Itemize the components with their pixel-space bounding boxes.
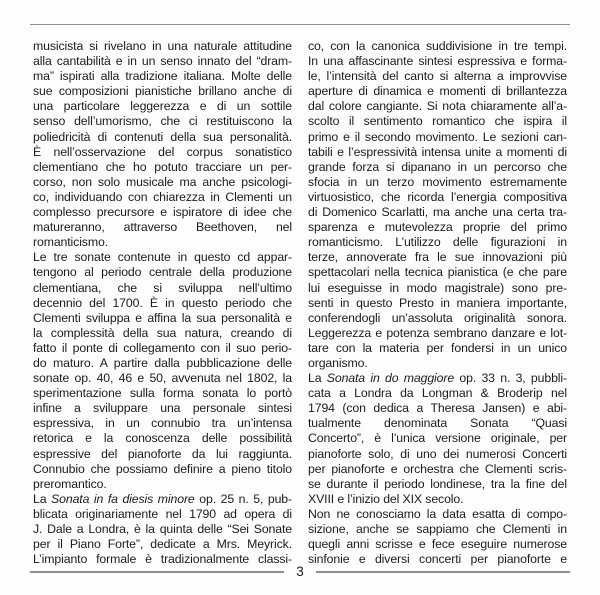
text-segment: blicata originariamente nel 1790 ad opera di: [33, 506, 292, 521]
text-segment: sizione, anche se sappiamo che Clementi in: [308, 522, 567, 536]
text-segment: senso dell’umorismo, che ci restituiscono la: [33, 114, 292, 129]
text-segment: conferendogli un’assoluta originalità sonora.: [308, 310, 567, 325]
text-segment: Connubio che possiamo definire a pieno titolo: [33, 461, 292, 476]
text-line: [308, 522, 567, 537]
text-line: [308, 431, 567, 446]
text-line: [308, 507, 567, 522]
text-segment: le, l’intensità del canto si alterna a improvvise: [308, 69, 567, 84]
text-segment: Clementi sviluppa e affina la sua personalità e: [33, 310, 292, 325]
text-line: [33, 371, 292, 386]
text-segment: organismo.: [308, 355, 368, 370]
text-segment: dal colore cangiante. Si nota chiaramente all’a-: [308, 99, 567, 114]
text-line: [308, 341, 567, 356]
text-line: [33, 99, 292, 114]
work-title-italic: Sonata in fa diesis minore: [51, 491, 195, 506]
text-line: [33, 175, 292, 190]
text-segment: corso, non solo musicale ma anche psicologi-: [33, 174, 292, 189]
text-segment: pianoforte solo, di uno dei numerosi Concerti: [308, 446, 567, 461]
text-segment: Le tre sonate contenute in questo cd appar-: [33, 250, 292, 265]
top-rule: [30, 24, 570, 25]
text-line: [33, 265, 292, 280]
text-line: [33, 386, 292, 401]
text-line: [33, 160, 292, 175]
text-line: [33, 341, 292, 356]
text-line: [33, 477, 292, 492]
article-text: [33, 39, 567, 567]
text-line: [33, 447, 292, 462]
text-segment: clementiana, che si sviluppa nell’ultimo: [33, 280, 292, 295]
text-segment: la complessità della sua natura, creando di: [33, 325, 292, 340]
text-segment: spettacolari nella tecnica pianistica (e che pare: [308, 265, 567, 280]
text-segment: poliedricità di contenuti della sua personalità.: [33, 129, 292, 144]
text-segment: La: [33, 491, 52, 506]
text-line: [33, 130, 292, 145]
text-line: [33, 416, 292, 431]
text-line: [33, 296, 292, 311]
text-segment: L’impianto formale è tradizionalmente classi-: [33, 552, 292, 567]
text-line: [308, 250, 567, 265]
text-segment: Leggerezza e potenza sembrano danzare e lot-: [308, 325, 567, 340]
footer-rule-left: [30, 571, 284, 572]
text-line: [308, 220, 567, 235]
text-line: [308, 190, 567, 205]
text-line: [308, 416, 567, 431]
text-line: [308, 130, 567, 145]
text-line: [33, 356, 292, 371]
text-segment: co, con la canonica suddivisione in tre tempi.: [308, 39, 567, 53]
text-line: [33, 145, 292, 160]
text-line: [308, 296, 567, 311]
text-line: [33, 522, 292, 537]
text-line: [308, 477, 567, 492]
text-segment: J. Dale a Londra, è la quinta delle “Sei Sonate: [33, 522, 292, 536]
text-segment: clementiano che ho potuto tracciare un per-: [33, 159, 292, 174]
text-line: [33, 114, 292, 129]
text-line: [33, 507, 292, 522]
text-line: [33, 69, 292, 84]
text-line: [308, 205, 567, 220]
text-line: [308, 99, 567, 114]
text-line: [33, 54, 292, 69]
text-line: [33, 537, 292, 552]
text-segment: di Domenico Scarlatti, ma anche una certa tra-: [308, 205, 567, 220]
text-segment: virtuosistico, che ricorda l’energia compositiva: [308, 189, 567, 204]
text-line: [308, 114, 567, 129]
text-line: [308, 39, 567, 54]
text-segment: sinfonie e diversi concerti per pianoforte e: [308, 552, 567, 567]
text-segment: senti in questo Presto in maniera importante,: [308, 295, 567, 310]
text-segment: È nell’osservazione del corpus sonatistico: [33, 144, 292, 159]
text-line: [308, 84, 567, 99]
text-column-left: [33, 39, 292, 567]
footer-rule-right: [316, 571, 570, 572]
text-line: [308, 401, 567, 416]
text-segment: se durante il periodo londinese, tra la fine del: [308, 476, 567, 491]
text-segment: sfocia in un terzo movimento estremamente: [308, 174, 567, 189]
text-segment: retorica e la conoscenza delle possibilità: [33, 431, 292, 446]
text-segment: op. 25 n. 5, pub-: [194, 491, 293, 506]
text-segment: per pianoforte e orchestra che Clementi scris-: [308, 461, 567, 476]
page-footer: [30, 564, 570, 580]
text-segment: cata a Londra da Longman & Broderip nel: [308, 386, 567, 401]
text-line: [33, 39, 292, 54]
text-line: [308, 462, 567, 477]
text-line: [33, 492, 292, 507]
text-segment: espressiva, in un connubio tra un’intensa: [33, 416, 292, 431]
text-line: [308, 265, 567, 280]
text-segment: Non ne conosciamo la data esatta di compo-: [308, 506, 567, 521]
text-segment: tengono al periodo centrale della produzione: [33, 265, 292, 280]
text-line: [308, 160, 567, 175]
text-segment: sperimentazione sulla forma sonata lo portò: [33, 386, 292, 401]
text-line: [308, 447, 567, 462]
text-line: [308, 386, 567, 401]
text-segment: tare con la materia per fondersi in un unico: [308, 340, 567, 355]
text-segment: 1794 (con dedica a Theresa Jansen) e abi-: [308, 401, 567, 416]
text-line: [308, 281, 567, 296]
text-line: [308, 537, 567, 552]
text-line: [33, 401, 292, 416]
text-line: [33, 326, 292, 341]
text-line: [33, 205, 292, 220]
text-line: [308, 371, 567, 386]
text-segment: ma” ispirati alla tradizione italiana. Molte delle: [33, 69, 292, 84]
text-segment: musicista si rivelano in una naturale attitudine: [33, 39, 292, 53]
text-line: [33, 281, 292, 296]
text-line: [308, 235, 567, 250]
text-segment: espressive del pianoforte da lui raggiunta.: [33, 446, 292, 461]
text-segment: sonate op. 40, 46 e 50, avvenuta nel 1802, la: [33, 371, 292, 386]
text-line: [33, 431, 292, 446]
text-segment: una particolare leggerezza e di un sottile: [33, 99, 292, 114]
text-line: [308, 145, 567, 160]
text-segment: sue composizioni pianistiche brillano anche di: [33, 84, 292, 99]
text-segment: complesso precursore e ispiratore di idee che: [33, 205, 292, 220]
text-segment: romanticismo. L’utilizzo delle figurazioni in: [308, 235, 567, 250]
text-segment: Concerto”, è l’unica versione originale, per: [308, 431, 567, 446]
text-segment: scolto il sentimento romantico che ispira il: [308, 114, 567, 129]
text-line: [33, 190, 292, 205]
text-segment: matureranno, attraverso Beethoven, nel: [33, 220, 292, 235]
text-segment: preromantico.: [33, 476, 107, 491]
text-line: [33, 220, 292, 235]
text-segment: terze, annoverate fra le sue innovazioni più: [308, 250, 567, 265]
text-line: [308, 356, 567, 371]
text-segment: La: [308, 371, 327, 386]
text-segment: fatto il ponte di collegamento con il suo perio-: [33, 340, 292, 355]
text-segment: XVIII e l’inizio del XIX secolo.: [308, 491, 464, 506]
text-column-right: [308, 39, 567, 567]
work-title-italic: Sonata in do maggiore: [326, 371, 455, 386]
text-segment: decennio del 1700. È in questo periodo che: [33, 295, 292, 310]
text-line: [308, 69, 567, 84]
text-segment: alla cantabilità e in un senso innato del “dram-: [33, 54, 292, 69]
text-segment: do maturo. A partire dalla pubblicazione delle: [33, 355, 292, 370]
text-line: [308, 492, 567, 507]
page-number: 3: [296, 564, 304, 579]
text-segment: sparenza e mutevolezza proprie del primo: [308, 220, 567, 235]
text-segment: In una affascinante sintesi espressiva e forma-: [308, 54, 567, 69]
text-line: [33, 311, 292, 326]
text-line: [308, 175, 567, 190]
text-segment: primo e il secondo movimento. Le sezioni can-: [308, 129, 567, 144]
text-segment: quegli anni scrisse e fece eseguire numerose: [308, 537, 567, 552]
text-segment: lui eseguisse in modo magistrale) sono pre-: [308, 280, 567, 295]
text-segment: op. 33 n. 3, pubbli-: [454, 371, 567, 386]
text-line: [33, 462, 292, 477]
text-line: [33, 84, 292, 99]
text-segment: tabili e l’espressività intensa unite a momenti di: [308, 144, 567, 159]
text-segment: co, individuando con chiarezza in Clementi un: [33, 189, 292, 204]
text-segment: infine a sviluppare una personale sintesi: [33, 401, 292, 416]
text-line: [33, 235, 292, 250]
text-line: [308, 54, 567, 69]
text-line: [308, 326, 567, 341]
text-segment: tualmente denominata Sonata “Quasi: [308, 416, 567, 431]
text-line: [308, 311, 567, 326]
text-line: [33, 250, 292, 265]
text-segment: romanticismo.: [33, 235, 108, 250]
text-segment: grande forza si dipanano in un percorso che: [308, 159, 567, 174]
text-segment: aperture di dinamica e momenti di brillantezza: [308, 84, 567, 99]
text-segment: per il Piano Forte”, dedicate a Mrs. Meyrick.: [33, 537, 292, 552]
